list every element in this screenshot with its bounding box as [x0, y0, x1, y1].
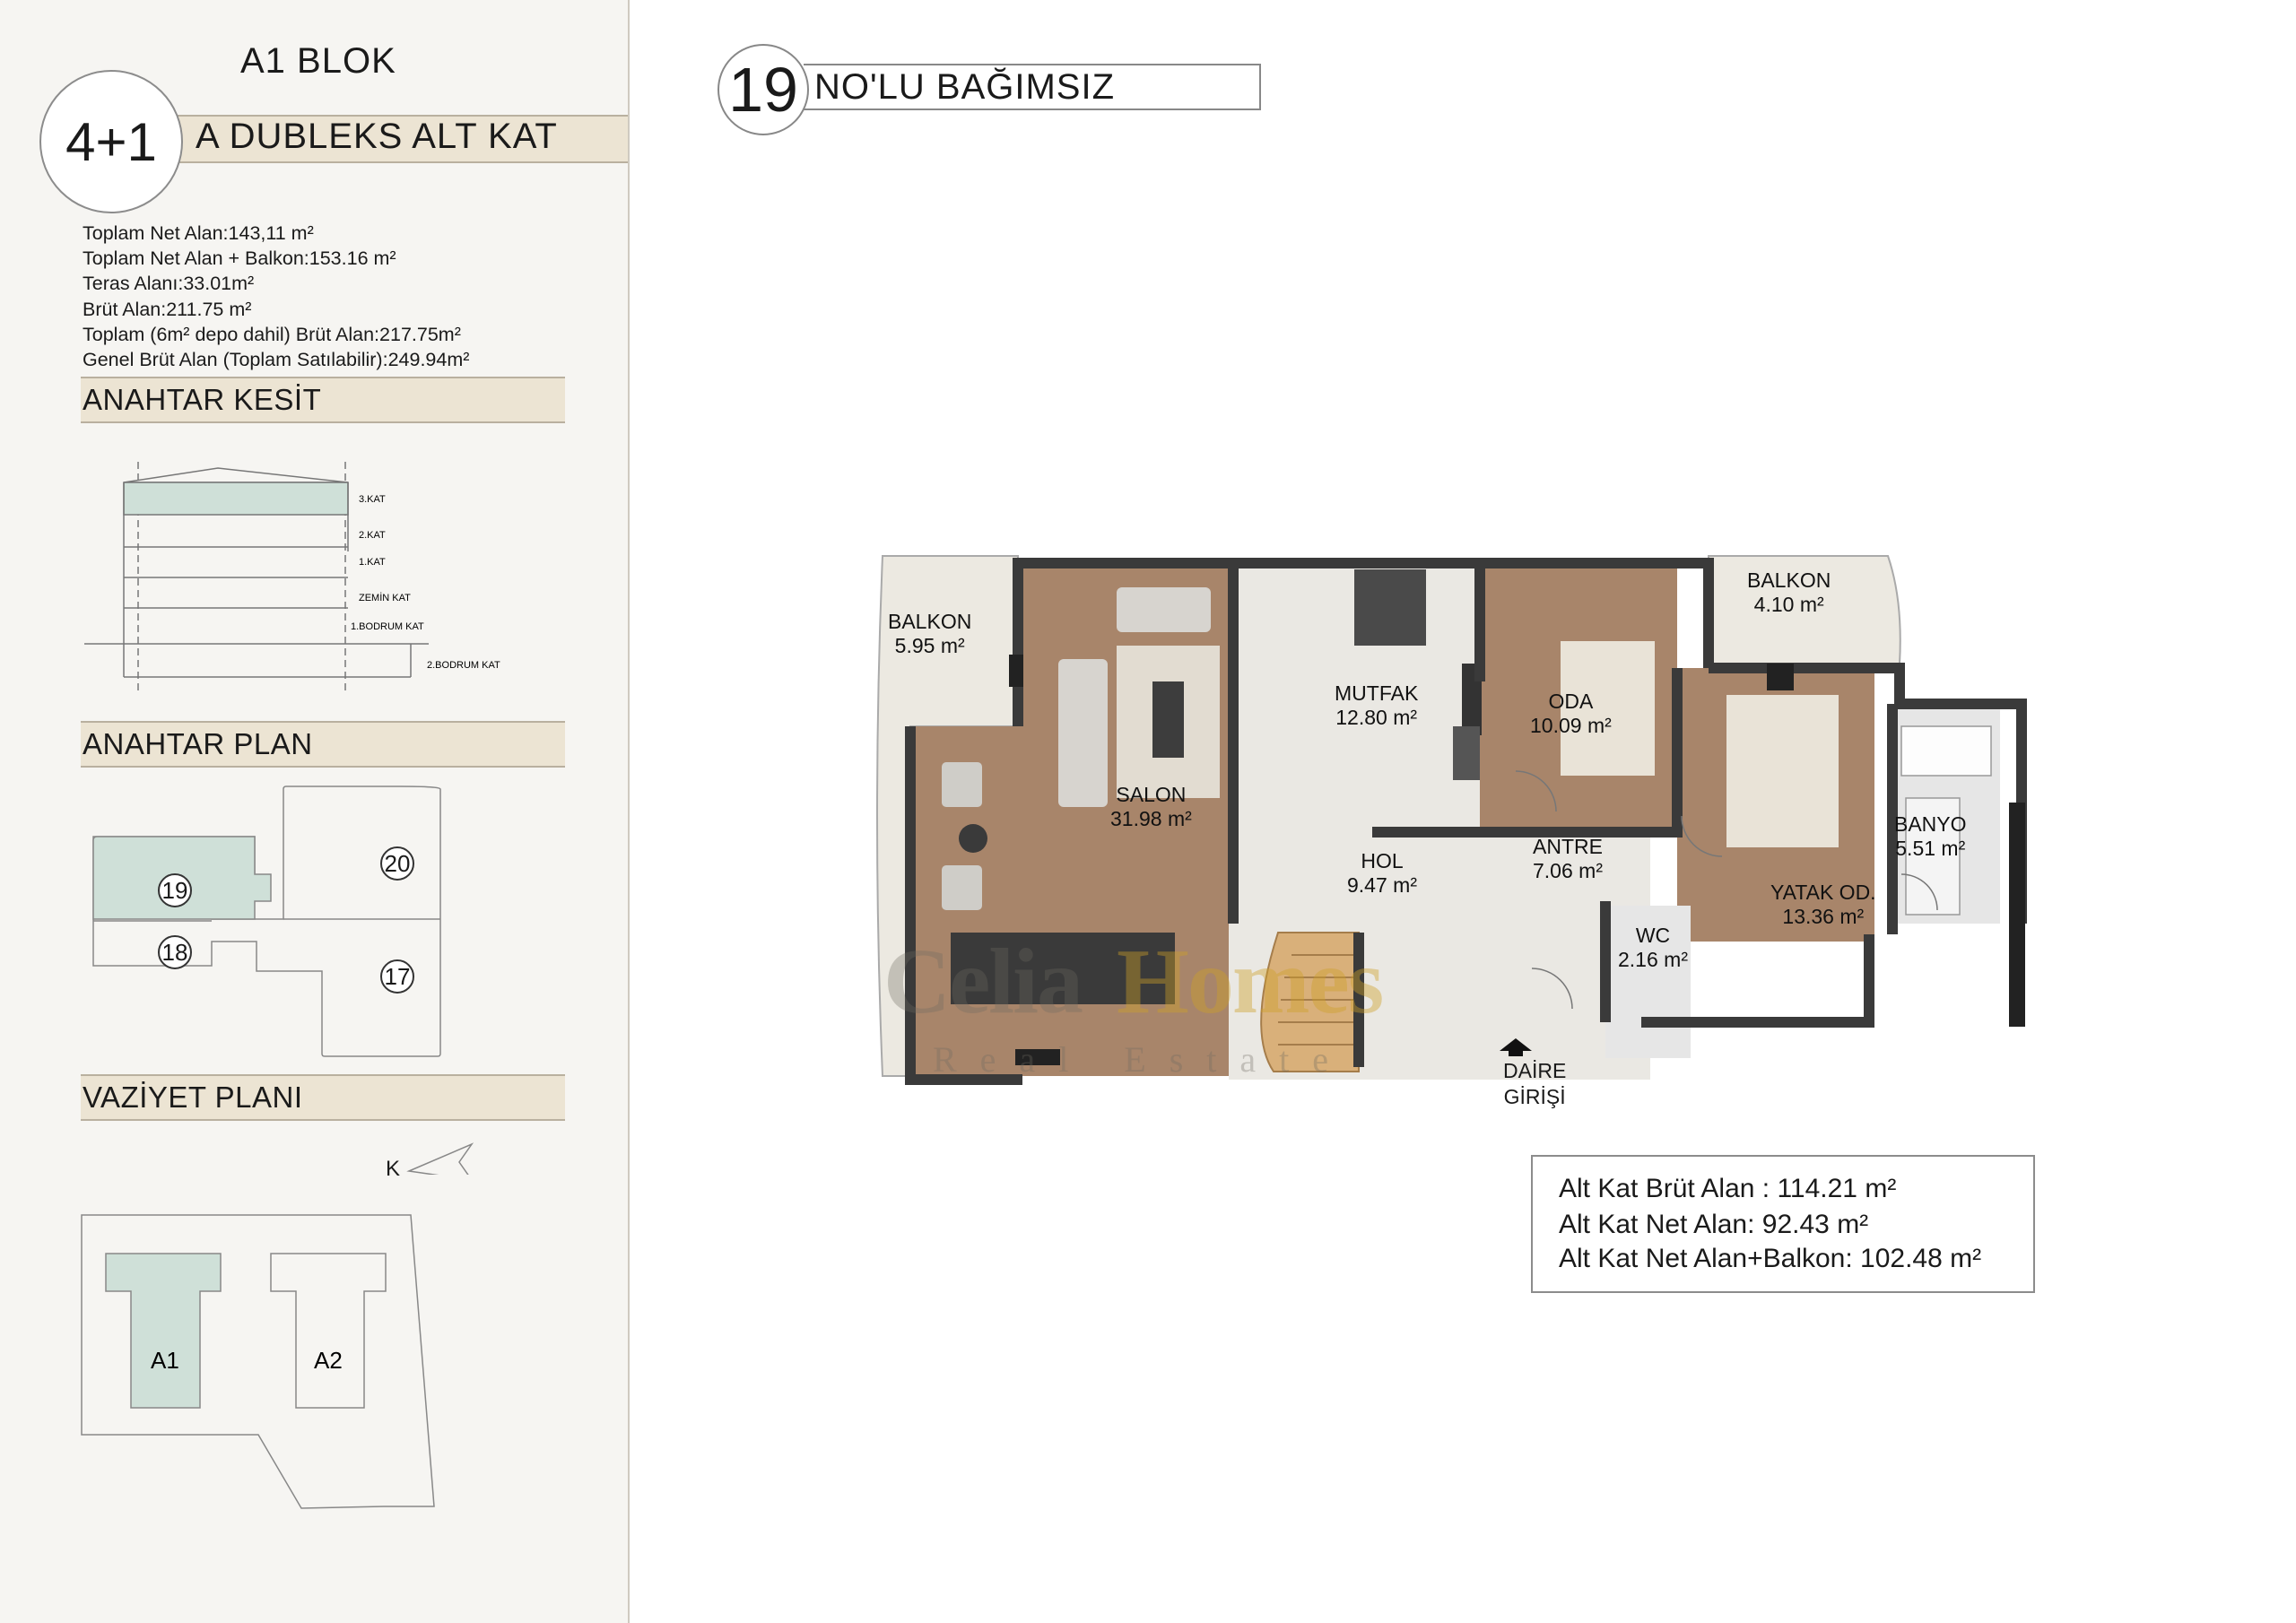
plan-unit-badge [158, 935, 192, 969]
kesit-level-label: 2.KAT [359, 530, 386, 541]
north-label: K [386, 1157, 401, 1181]
plan-unit-badge [380, 846, 414, 881]
watermark-sub: Real Estate [933, 1039, 1352, 1080]
section-title-kesit: ANAHTAR KESİT [83, 383, 322, 416]
plan-unit-number: 18 [161, 938, 188, 966]
unit-number-badge [718, 44, 809, 135]
site-plan-diagram [79, 1211, 438, 1515]
plan-unit-number: 20 [384, 849, 411, 877]
kesit-level-label: 1.BODRUM KAT [351, 621, 424, 632]
room-label: BALKON 5.95 m² [888, 610, 972, 657]
room-label: SALON 31.98 m² [1110, 783, 1192, 830]
block-label: A1 [151, 1347, 179, 1374]
summary-line: Alt Kat Net Alan: 92.43 m² [1559, 1210, 1869, 1239]
block-title: A1 BLOK [240, 41, 396, 81]
block-label: A2 [314, 1347, 343, 1374]
entrance-label: DAİRE GİRİŞİ [1503, 1059, 1567, 1108]
kesit-level-label: 2.BODRUM KAT [427, 660, 500, 671]
north-arrow-icon [405, 1139, 477, 1175]
kesit-level-label: ZEMİN KAT [359, 593, 411, 603]
stat-line: Teras Alanı:33.01m² [83, 273, 255, 295]
room-label: YATAK OD. 13.36 m² [1770, 881, 1876, 928]
unit-number: 19 [728, 55, 798, 125]
room-label: BANYO 5.51 m² [1894, 812, 1967, 860]
stat-line: Toplam Net Alan + Balkon:153.16 m² [83, 247, 396, 270]
stat-line: Toplam (6m² depo dahil) Brüt Alan:217.75m² [83, 323, 461, 345]
summary-line: Alt Kat Net Alan+Balkon: 102.48 m² [1559, 1244, 1982, 1273]
stat-line: Genel Brüt Alan (Toplam Satılabilir):249.94m² [83, 349, 470, 371]
exterior-wall [2009, 803, 2025, 1027]
plan-unit-badge [158, 873, 192, 907]
watermark-part1: Celia [883, 930, 1083, 1033]
unit-title: NO'LU BAĞIMSIZ [814, 67, 1116, 107]
room-label: ANTRE 7.06 m² [1533, 835, 1603, 882]
plan-unit-badge [380, 959, 414, 994]
type-number-badge [39, 70, 183, 213]
stat-line: Toplam Net Alan:143,11 m² [83, 222, 314, 244]
type-title: A DUBLEKS ALT KAT [196, 117, 558, 156]
section-title-vaziyet: VAZİYET PLANI [83, 1081, 303, 1114]
plan-unit-number: 19 [161, 876, 188, 904]
room-label: ODA 10.09 m² [1530, 690, 1612, 737]
section-title-plan: ANAHTAR PLAN [83, 727, 313, 760]
area-stats [83, 221, 469, 372]
room-label: MUTFAK 12.80 m² [1335, 681, 1419, 729]
kesit-level-label: 1.KAT [359, 557, 386, 568]
room-label: BALKON 4.10 m² [1747, 568, 1831, 616]
watermark-part2: Homes [1117, 930, 1383, 1033]
plan-unit-number: 17 [384, 962, 411, 990]
key-plan-diagram [86, 785, 454, 1063]
room-label: WC 2.16 m² [1618, 924, 1688, 971]
room-label: HOL 9.47 m² [1347, 849, 1417, 897]
kitchen-table [1354, 569, 1426, 646]
sofa [1058, 659, 1108, 807]
type-number: 4+1 [65, 111, 157, 172]
key-section-diagram [79, 448, 527, 699]
bathtub [1901, 726, 1991, 776]
kesit-level-label: 3.KAT [359, 494, 386, 505]
stat-line: Brüt Alan:211.75 m² [83, 298, 252, 320]
summary-line: Alt Kat Brüt Alan : 114.21 m² [1559, 1174, 1897, 1203]
coffee-table [1152, 681, 1184, 758]
